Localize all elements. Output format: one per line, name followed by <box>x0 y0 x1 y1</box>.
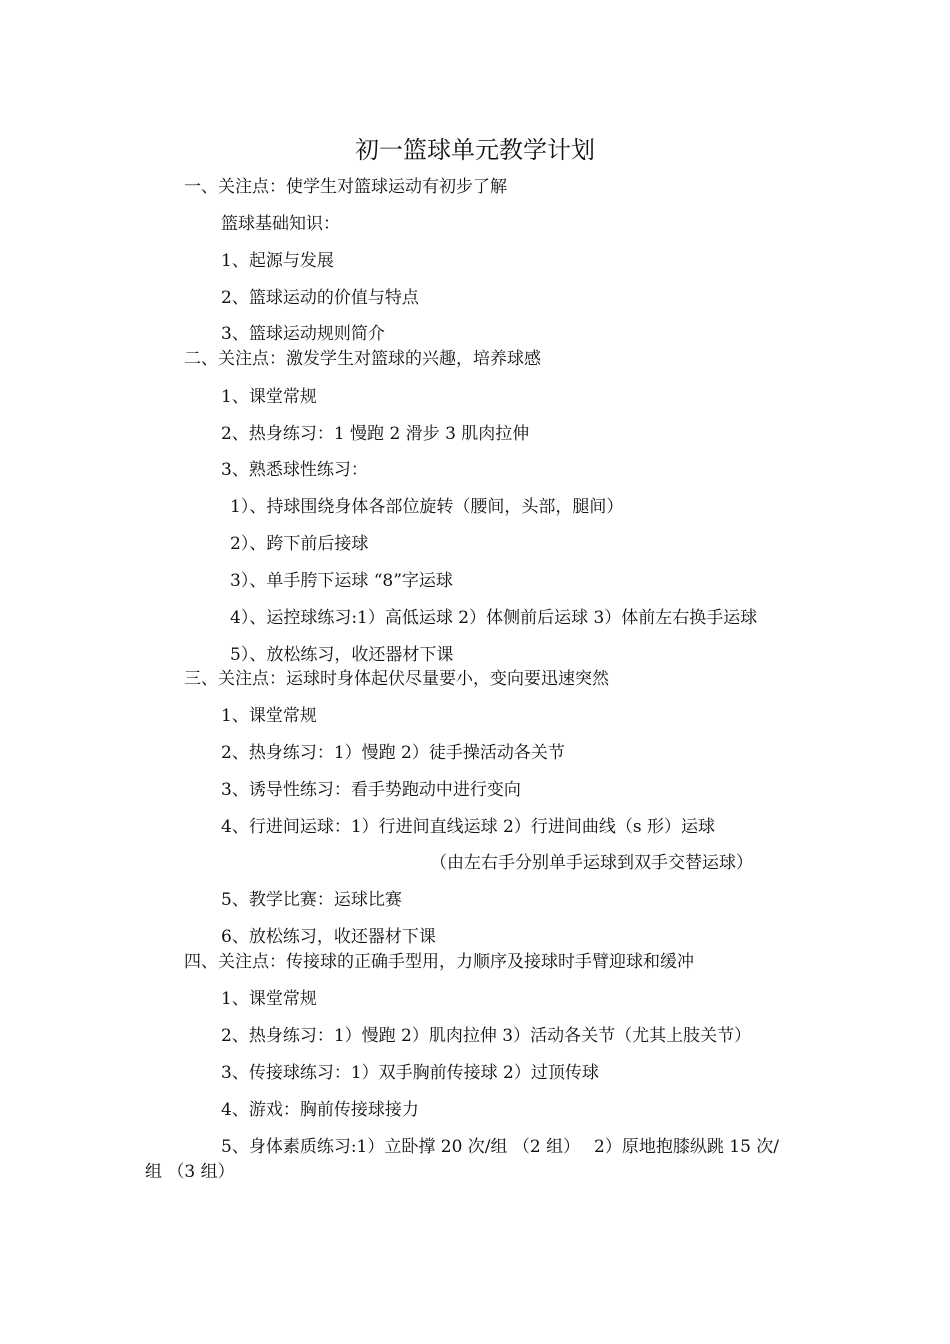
document-title: 初一篮球单元教学计划 <box>355 136 595 164</box>
section-4-wrapped-line: 5、身体素质练习:1）立卧撑 20 次/组 （2 组） 2）原地抱膝纵跳 15 次/ <box>221 1137 780 1157</box>
section-4-wrapped-line-continuation: 组 （3 组） <box>145 1162 235 1182</box>
section-3-line: 6、放松练习，收还器材下课 <box>221 927 436 947</box>
section-4-heading: 四、关注点：传接球的正确手型用，力顺序及接球时手臂迎球和缓冲 <box>184 952 694 972</box>
section-1-heading: 一、关注点：使学生对篮球运动有初步了解 <box>184 177 507 197</box>
section-4-line: 2、热身练习：1）慢跑 2）肌肉拉伸 3）活动各关节（尤其上肢关节） <box>221 1026 752 1046</box>
section-2-line: 3、熟悉球性练习： <box>221 460 368 480</box>
section-2-sub-line: 3）、单手胯下运球 “8”字运球 <box>230 571 453 591</box>
section-3-line: 4、行进间运球：1）行进间直线运球 2）行进间曲线（s 形）运球 <box>221 817 715 837</box>
section-4-line: 1、课堂常规 <box>221 989 317 1009</box>
section-1-line: 篮球基础知识： <box>221 214 340 234</box>
section-2-sub-line: 1）、持球围绕身体各部位旋转（腰间，头部，腿间） <box>230 497 624 517</box>
section-3-heading: 三、关注点：运球时身体起伏尽量要小，变向要迅速突然 <box>184 669 609 689</box>
section-4-line: 3、传接球练习：1）双手胸前传接球 2）过顶传球 <box>221 1063 599 1083</box>
section-4-line: 4、游戏：胸前传接球接力 <box>221 1100 419 1120</box>
section-3-line: 1、课堂常规 <box>221 706 317 726</box>
section-2-sub-line: 4）、运控球练习:1）高低运球 2）体侧前后运球 3）体前左右换手运球 <box>230 608 758 628</box>
section-2-sub-line: 2）、跨下前后接球 <box>230 534 369 554</box>
section-1-line: 1、起源与发展 <box>221 251 334 271</box>
section-2-line: 2、热身练习：1 慢跑 2 滑步 3 肌肉拉伸 <box>221 424 530 444</box>
section-3-line: 2、热身练习：1）慢跑 2）徒手操活动各关节 <box>221 743 565 763</box>
section-3-line: 3、诱导性练习：看手势跑动中进行变向 <box>221 780 521 800</box>
section-1-line: 2、篮球运动的价值与特点 <box>221 288 419 308</box>
section-3-line: 5、教学比赛：运球比赛 <box>221 890 402 910</box>
section-2-heading: 二、关注点：激发学生对篮球的兴趣，培养球感 <box>184 349 541 369</box>
section-1-line: 3、篮球运动规则简介 <box>221 324 385 344</box>
section-2-sub-line: 5）、放松练习，收还器材下课 <box>230 645 454 665</box>
section-3-note: （由左右手分别单手运球到双手交替运球） <box>430 853 753 873</box>
section-2-line: 1、课堂常规 <box>221 387 317 407</box>
